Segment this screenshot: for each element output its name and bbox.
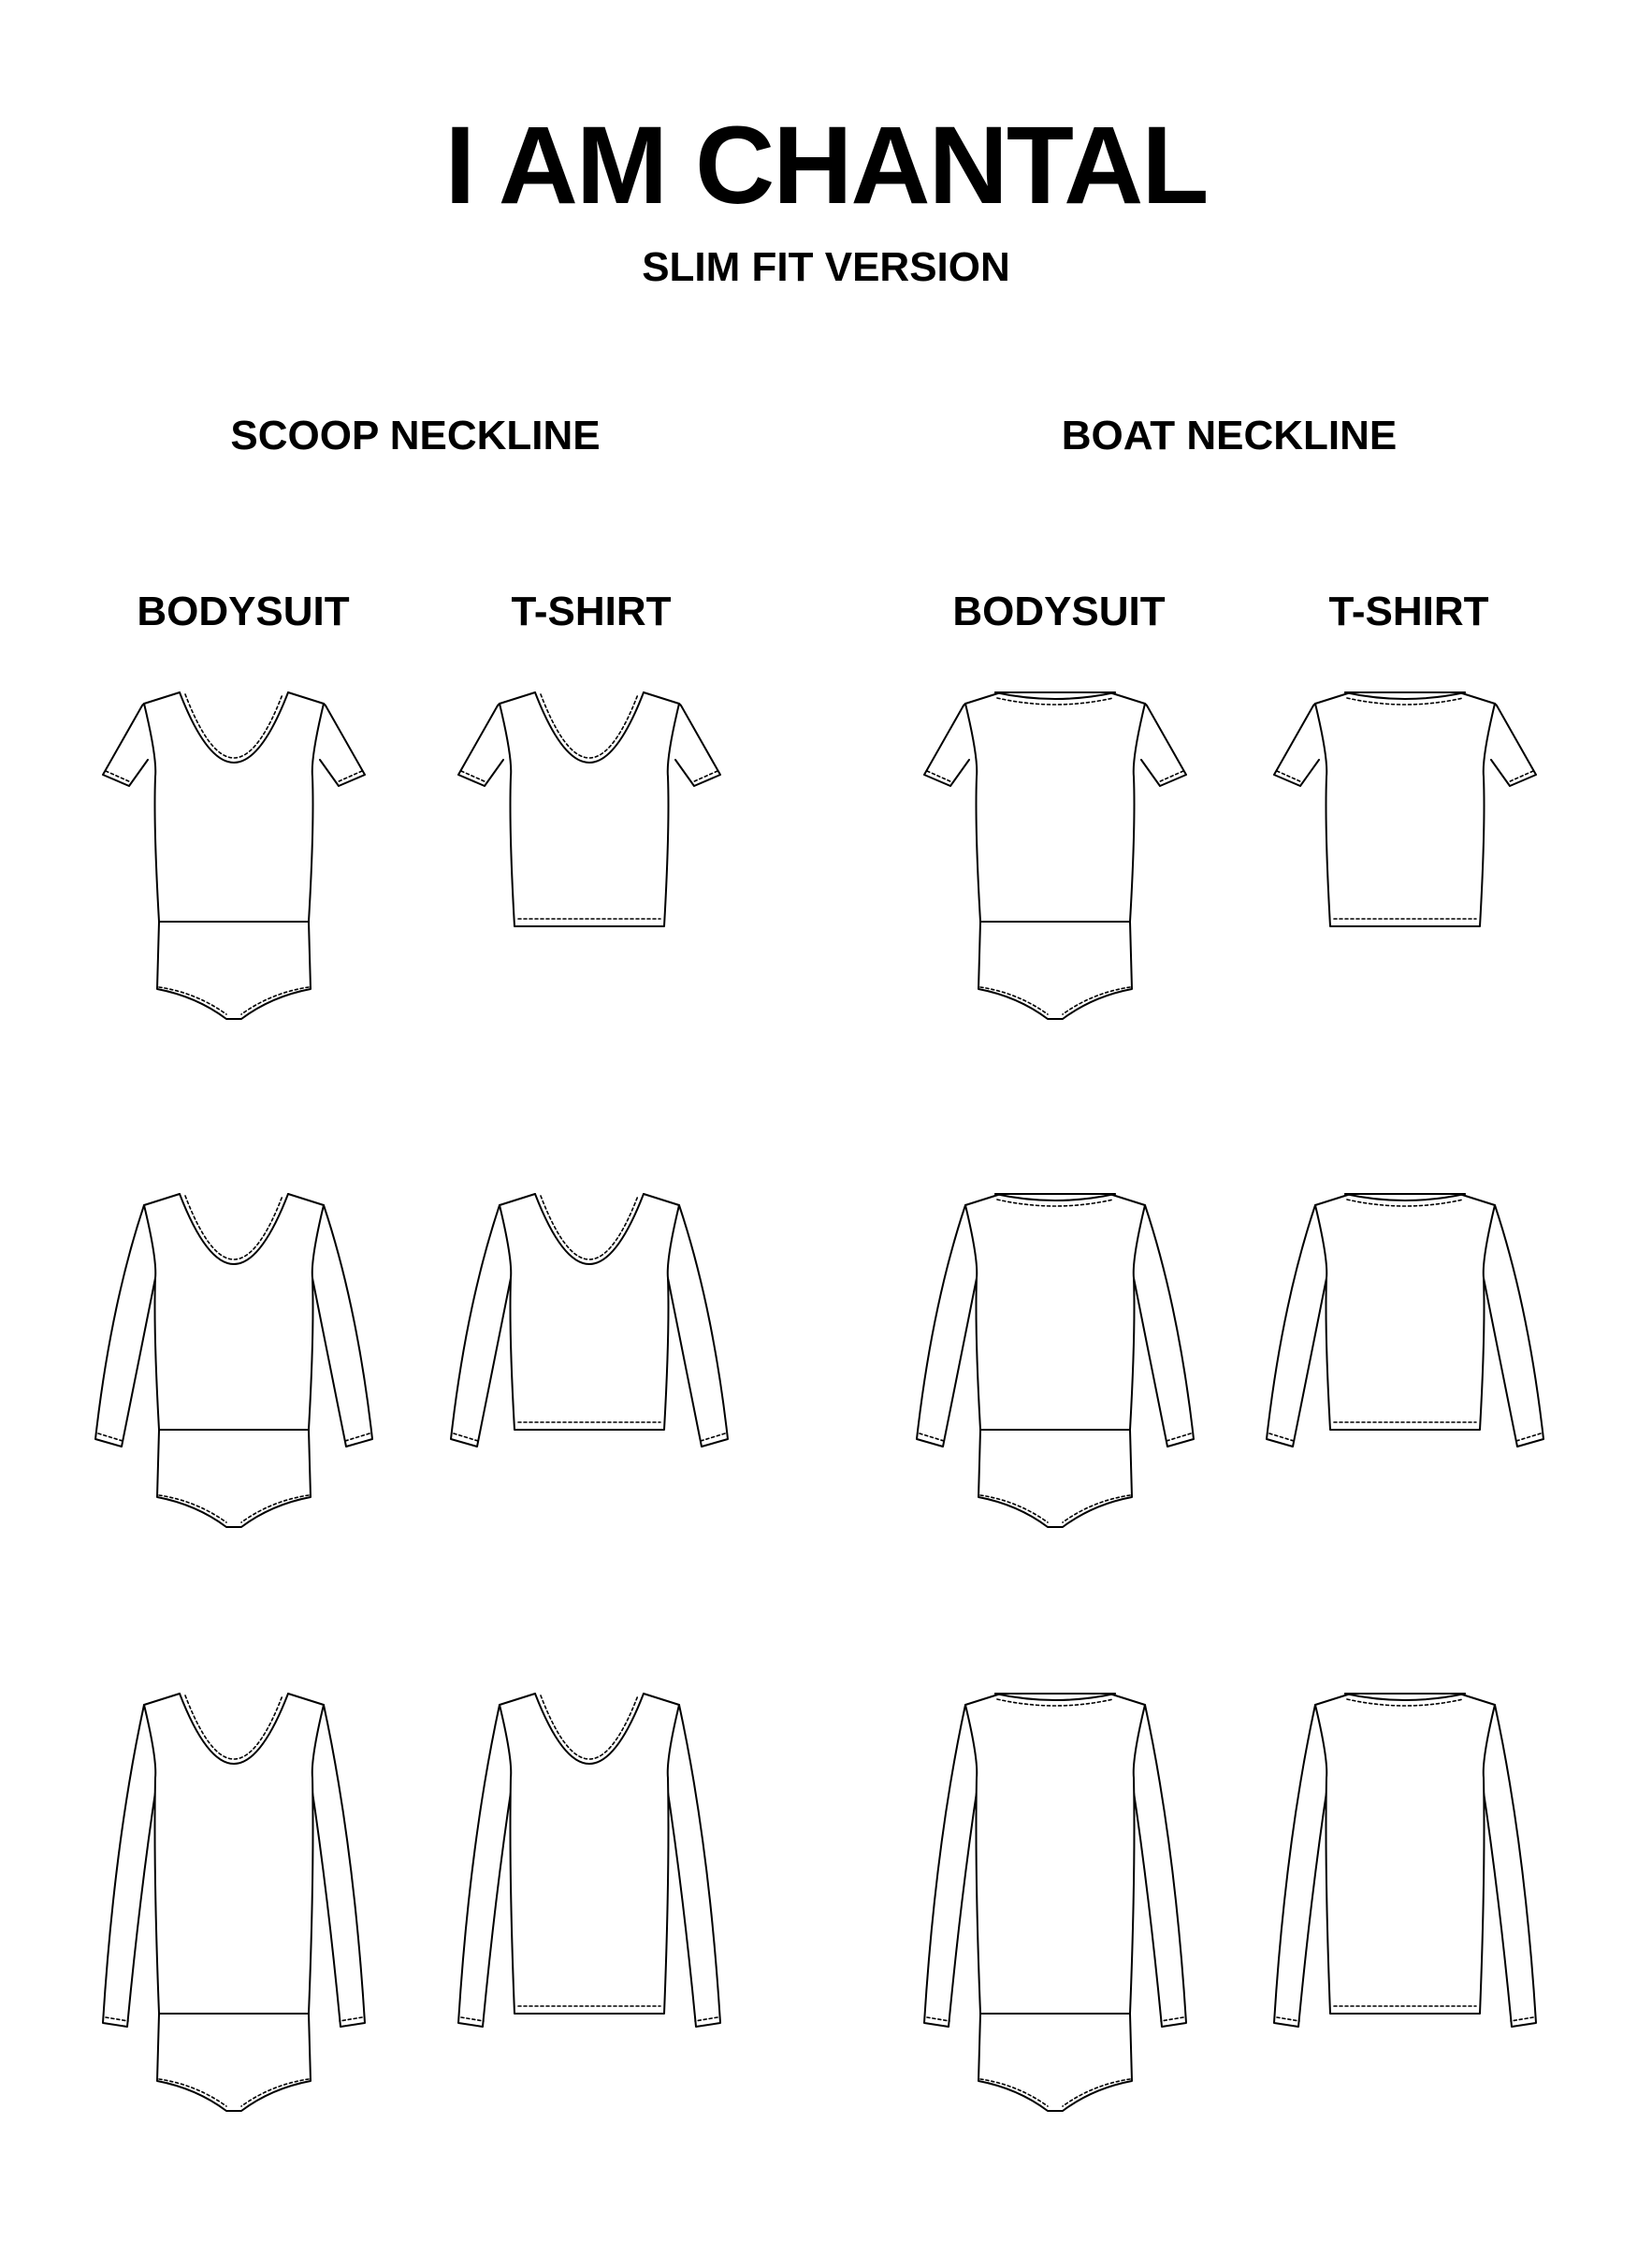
scoop-tshirt-label: T-SHIRT <box>511 589 672 634</box>
right-sleeve <box>320 704 365 786</box>
left-sleeve <box>924 704 969 786</box>
boat-bodysuit-label: BODYSUIT <box>952 589 1166 634</box>
right-sleeve <box>312 1205 372 1447</box>
bodysuit-brief <box>157 2014 311 2111</box>
scoop-bodysuit-three-quarter-drawing <box>94 1175 374 1755</box>
left-sleeve <box>917 1205 977 1447</box>
right-sleeve <box>1132 1705 1186 2027</box>
left-sleeve <box>1274 1705 1328 2027</box>
bodysuit-brief <box>157 922 311 1019</box>
scoop-t-shirt-long-drawing <box>449 1675 730 2255</box>
scoop-t-shirt-short-drawing <box>449 674 730 1254</box>
torso-outline <box>144 1694 324 2014</box>
torso-outline <box>965 692 1145 922</box>
scoop-bodysuit-long-drawing <box>94 1675 374 2255</box>
right-sleeve <box>675 704 720 786</box>
boat-bodysuit-three-quarter-drawing <box>915 1175 1196 1755</box>
left-sleeve-hem-stitch <box>98 1433 123 1441</box>
torso-outline <box>965 1694 1145 2014</box>
torso-outline <box>500 692 679 926</box>
left-sleeve-hem-stitch <box>927 2017 949 2021</box>
torso-outline <box>1315 1694 1495 2014</box>
left-sleeve <box>458 1705 513 2027</box>
torso-outline <box>144 1194 324 1430</box>
bodysuit-brief <box>157 1430 311 1527</box>
right-sleeve-hem-stitch <box>1161 2017 1183 2021</box>
torso-outline <box>500 1694 679 2014</box>
right-sleeve-hem-stitch <box>340 2017 362 2021</box>
right-sleeve <box>311 1705 365 2027</box>
right-sleeve <box>1141 704 1186 786</box>
torso-outline <box>965 1194 1145 1430</box>
page-subtitle: SLIM FIT VERSION <box>642 244 1010 290</box>
boat-neckline-heading: BOAT NECKLINE <box>1061 413 1398 458</box>
left-sleeve-hem-stitch <box>461 2017 484 2021</box>
left-sleeve-hem-stitch <box>920 1433 944 1441</box>
right-sleeve-hem-stitch <box>345 1433 370 1441</box>
left-sleeve-hem-stitch <box>106 2017 128 2021</box>
right-sleeve <box>1491 704 1536 786</box>
scoop-t-shirt-three-quarter-drawing <box>449 1175 730 1755</box>
right-sleeve <box>668 1205 728 1447</box>
left-sleeve-hem-stitch <box>1269 1433 1294 1441</box>
right-sleeve-hem-stitch <box>701 1433 725 1441</box>
left-sleeve <box>103 1705 157 2027</box>
left-sleeve <box>103 704 148 786</box>
bodysuit-brief <box>978 2014 1132 2111</box>
left-sleeve <box>95 1205 155 1447</box>
right-sleeve <box>1484 1205 1543 1447</box>
scoop-bodysuit-short-drawing <box>94 674 374 1254</box>
torso-outline <box>1315 692 1495 926</box>
right-sleeve <box>1482 1705 1536 2027</box>
right-sleeve-hem-stitch <box>1511 2017 1533 2021</box>
right-sleeve-hem-stitch <box>695 2017 717 2021</box>
left-sleeve-hem-stitch <box>1277 2017 1299 2021</box>
left-sleeve <box>924 1705 978 2027</box>
right-sleeve-hem-stitch <box>1516 1433 1541 1441</box>
boat-t-shirt-three-quarter-drawing <box>1265 1175 1545 1755</box>
torso-outline <box>144 692 324 922</box>
boat-t-shirt-long-drawing <box>1265 1675 1545 2255</box>
torso-outline <box>1315 1194 1495 1430</box>
boat-bodysuit-long-drawing <box>915 1675 1196 2255</box>
bodysuit-brief <box>978 1430 1132 1527</box>
scoop-neckline-heading: SCOOP NECKLINE <box>230 413 601 458</box>
right-sleeve <box>666 1705 720 2027</box>
boat-t-shirt-short-drawing <box>1265 674 1545 1254</box>
page-title: I AM CHANTAL <box>444 104 1208 227</box>
left-sleeve <box>1274 704 1319 786</box>
left-sleeve <box>458 704 503 786</box>
left-sleeve-hem-stitch <box>454 1433 478 1441</box>
left-sleeve <box>451 1205 511 1447</box>
bodysuit-brief <box>978 922 1132 1019</box>
boat-bodysuit-short-drawing <box>915 674 1196 1254</box>
torso-outline <box>500 1194 679 1430</box>
right-sleeve <box>1134 1205 1194 1447</box>
boat-tshirt-label: T-SHIRT <box>1328 589 1489 634</box>
scoop-bodysuit-label: BODYSUIT <box>137 589 350 634</box>
left-sleeve <box>1267 1205 1326 1447</box>
right-sleeve-hem-stitch <box>1167 1433 1191 1441</box>
